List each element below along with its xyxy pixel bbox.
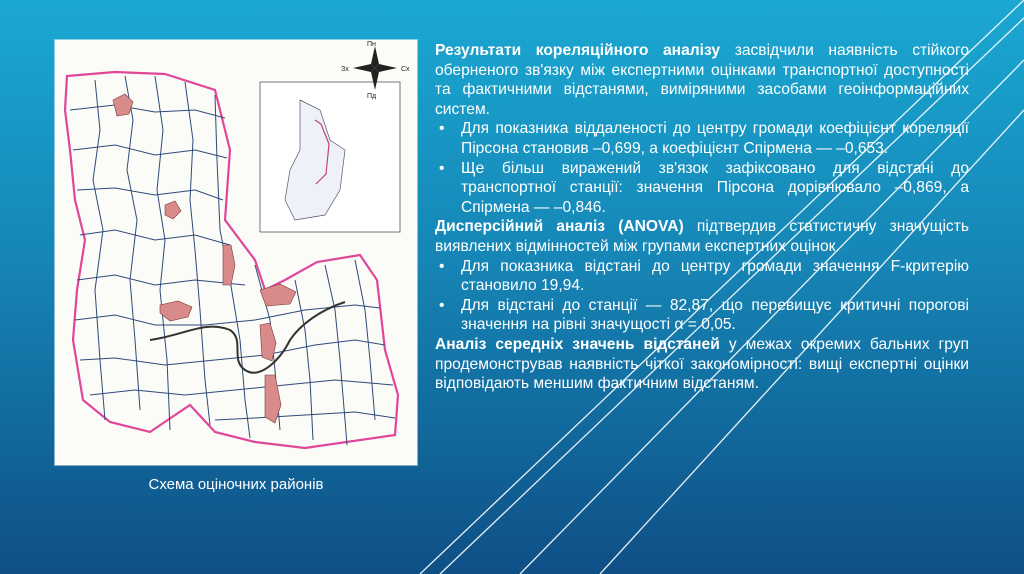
list-item-text: Для показника віддаленості до центру громади коефіцієнт кореляції Пірсона становив –0,699, а коефіцієнт Спірмена — –0,653. xyxy=(461,120,969,157)
list-anova xyxy=(435,257,969,335)
text-anova: підтвердив статистичну значущість виявлених відмінностей між групами експертних оцінок. xyxy=(435,218,969,255)
map-drawing xyxy=(55,40,417,465)
list-item xyxy=(435,119,969,158)
text-correlation: засвідчили наявність стійкого оберненого зв'язку між експертними оцінками транспортної доступності та фактичними відстанями, виміряними засобами геоінформаційних систем. xyxy=(435,42,970,118)
bullet: • xyxy=(439,120,445,138)
list-item-text: Для показника відстані до центру громади значення F-критерію становило 19,94. xyxy=(461,257,969,295)
heading-means: Аналіз середніх значень відстаней xyxy=(435,335,720,353)
heading-correlation: Результати кореляційного аналізу xyxy=(435,42,721,59)
list-item-text: Ще більш виражений зв'язок зафіксовано для відстані до транспортної станції: значення Пірсона дорівнювало –0,869, а Спірмена — –0,846. xyxy=(461,159,969,216)
bullet: • xyxy=(439,159,445,177)
paragraph-anova xyxy=(435,217,969,256)
list-item-text: Для відстані до станції — 82,87, що перевищує критичні порогові значення на рівні значущості α = 0,05. xyxy=(461,296,969,334)
inset-map xyxy=(260,82,400,232)
compass-west: Зх xyxy=(341,66,349,73)
list-item xyxy=(435,159,969,218)
bullet: • xyxy=(439,257,445,275)
list-item xyxy=(435,296,969,335)
slide-text xyxy=(435,41,969,394)
bullet: • xyxy=(439,296,445,314)
heading-anova: Дисперсійний аналіз (ANOVA) xyxy=(435,218,684,236)
district-map xyxy=(55,40,417,465)
compass-east: Сх xyxy=(401,66,410,73)
paragraph-means xyxy=(435,335,969,394)
text-means: у межах окремих бальних груп продемонстрував наявність чіткої закономірності: вищі експертні оцінки відповідають меншим фактичним відстаням. xyxy=(435,335,969,393)
compass-north: Пн xyxy=(367,41,376,48)
paragraph-correlation xyxy=(435,41,969,119)
map-caption: Схема оціночних районів xyxy=(148,476,324,493)
compass-south: Пд xyxy=(367,93,377,100)
list-item xyxy=(435,257,969,296)
list-correlation xyxy=(435,119,969,217)
